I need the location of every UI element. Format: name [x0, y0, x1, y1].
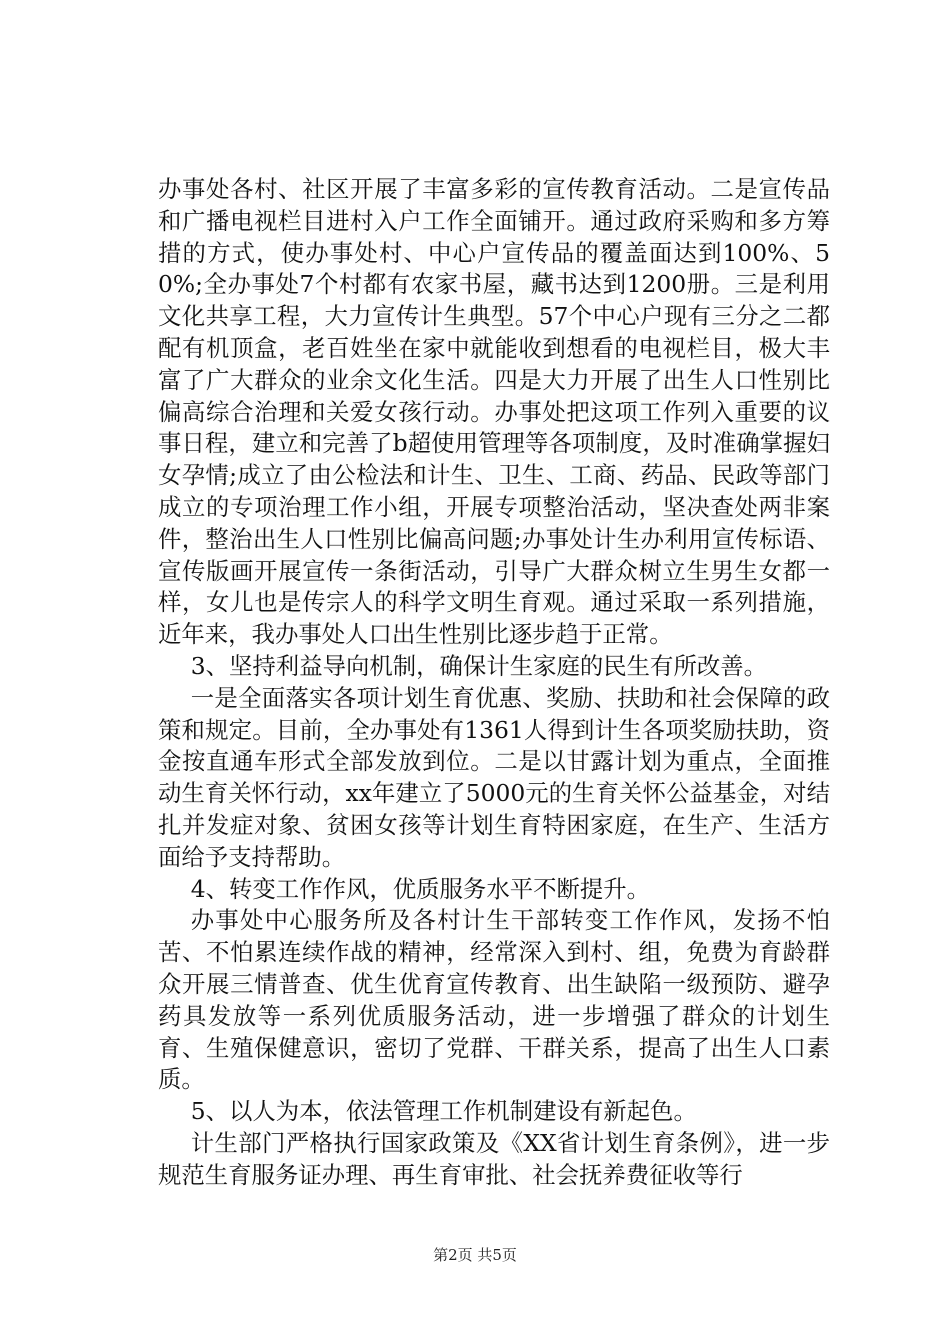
- section-heading-4: 4、转变工作作风，优质服务水平不断提升。: [190, 874, 651, 903]
- page-number-footer: 第2页 共5页: [433, 1246, 517, 1264]
- section-heading-3: 3、坚持利益导向机制，确保计生家庭的民生有所改善。: [190, 651, 768, 680]
- paragraph-quality-service: 办事处中心服务所及各村计生干部转变工作作风，发扬不怕苦、不怕累连续作战的精神，经常深入到村、组，免费为育龄群众开展三情普查、优生优育宣传教育、出生缺陷一级预防、避孕药具发放等一系列优质服务活动，进一步增强了群众的计划生育、生殖保健意识，密切了党群、干群关系，提高了出生人口素质。: [158, 906, 830, 1094]
- paragraph-incentive-policies: 一是全面落实各项计划生育优惠、奖励、扶助和社会保障的政策和规定。目前，全办事处有1361人得到计生各项奖励扶助，资金按直通车形式全部发放到位。二是以甘露计划为重点，全面推动生育关怀行动，xx年建立了5000元的生育关怀公益基金，对结扎并发症对象、贫困女孩等计划生育特困家庭，在生产、生活方面给予支持帮助。: [158, 683, 830, 871]
- paragraph-propaganda-activities: 办事处各村、社区开展了丰富多彩的宣传教育活动。二是宣传品和广播电视栏目进村入户工作全面铺开。通过政府采购和多方筹措的方式，使办事处村、中心户宣传品的覆盖面达到100%、50%;全办事处7个村都有农家书屋，藏书达到1200册。三是利用文化共享工程，大力宣传计生典型。57个中心户现有三分之二都配有机顶盒，老百姓坐在家中就能收到想看的电视栏目，极大丰富了广大群众的业余文化生活。四是大力开展了出生人口性别比偏高综合治理和关爱女孩行动。办事处把这项工作列入重要的议事日程，建立和完善了b超使用管理等各项制度，及时准确掌握妇女孕情;成立了由公检法和计生、卫生、工商、药品、民政等部门成立的专项治理工作小组，开展专项整治活动，坚决查处两非案件，整治出生人口性别比偏高问题;办事处计生办利用宣传标语、宣传版画开展宣传一条街活动，引导广大群众树立生男生女都一样，女儿也是传宗人的科学文明生育观。通过采取一系列措施，近年来，我办事处人口出生性别比逐步趋于正常。: [158, 175, 830, 649]
- document-body: [158, 174, 830, 1192]
- paragraph-legal-management: 计生部门严格执行国家政策及《XX省计划生育条例》，进一步规范生育服务证办理、再生育审批、社会抚养费征收等行: [158, 1128, 830, 1189]
- section-heading-5: 5、以人为本，依法管理工作机制建设有新起色。: [190, 1097, 697, 1126]
